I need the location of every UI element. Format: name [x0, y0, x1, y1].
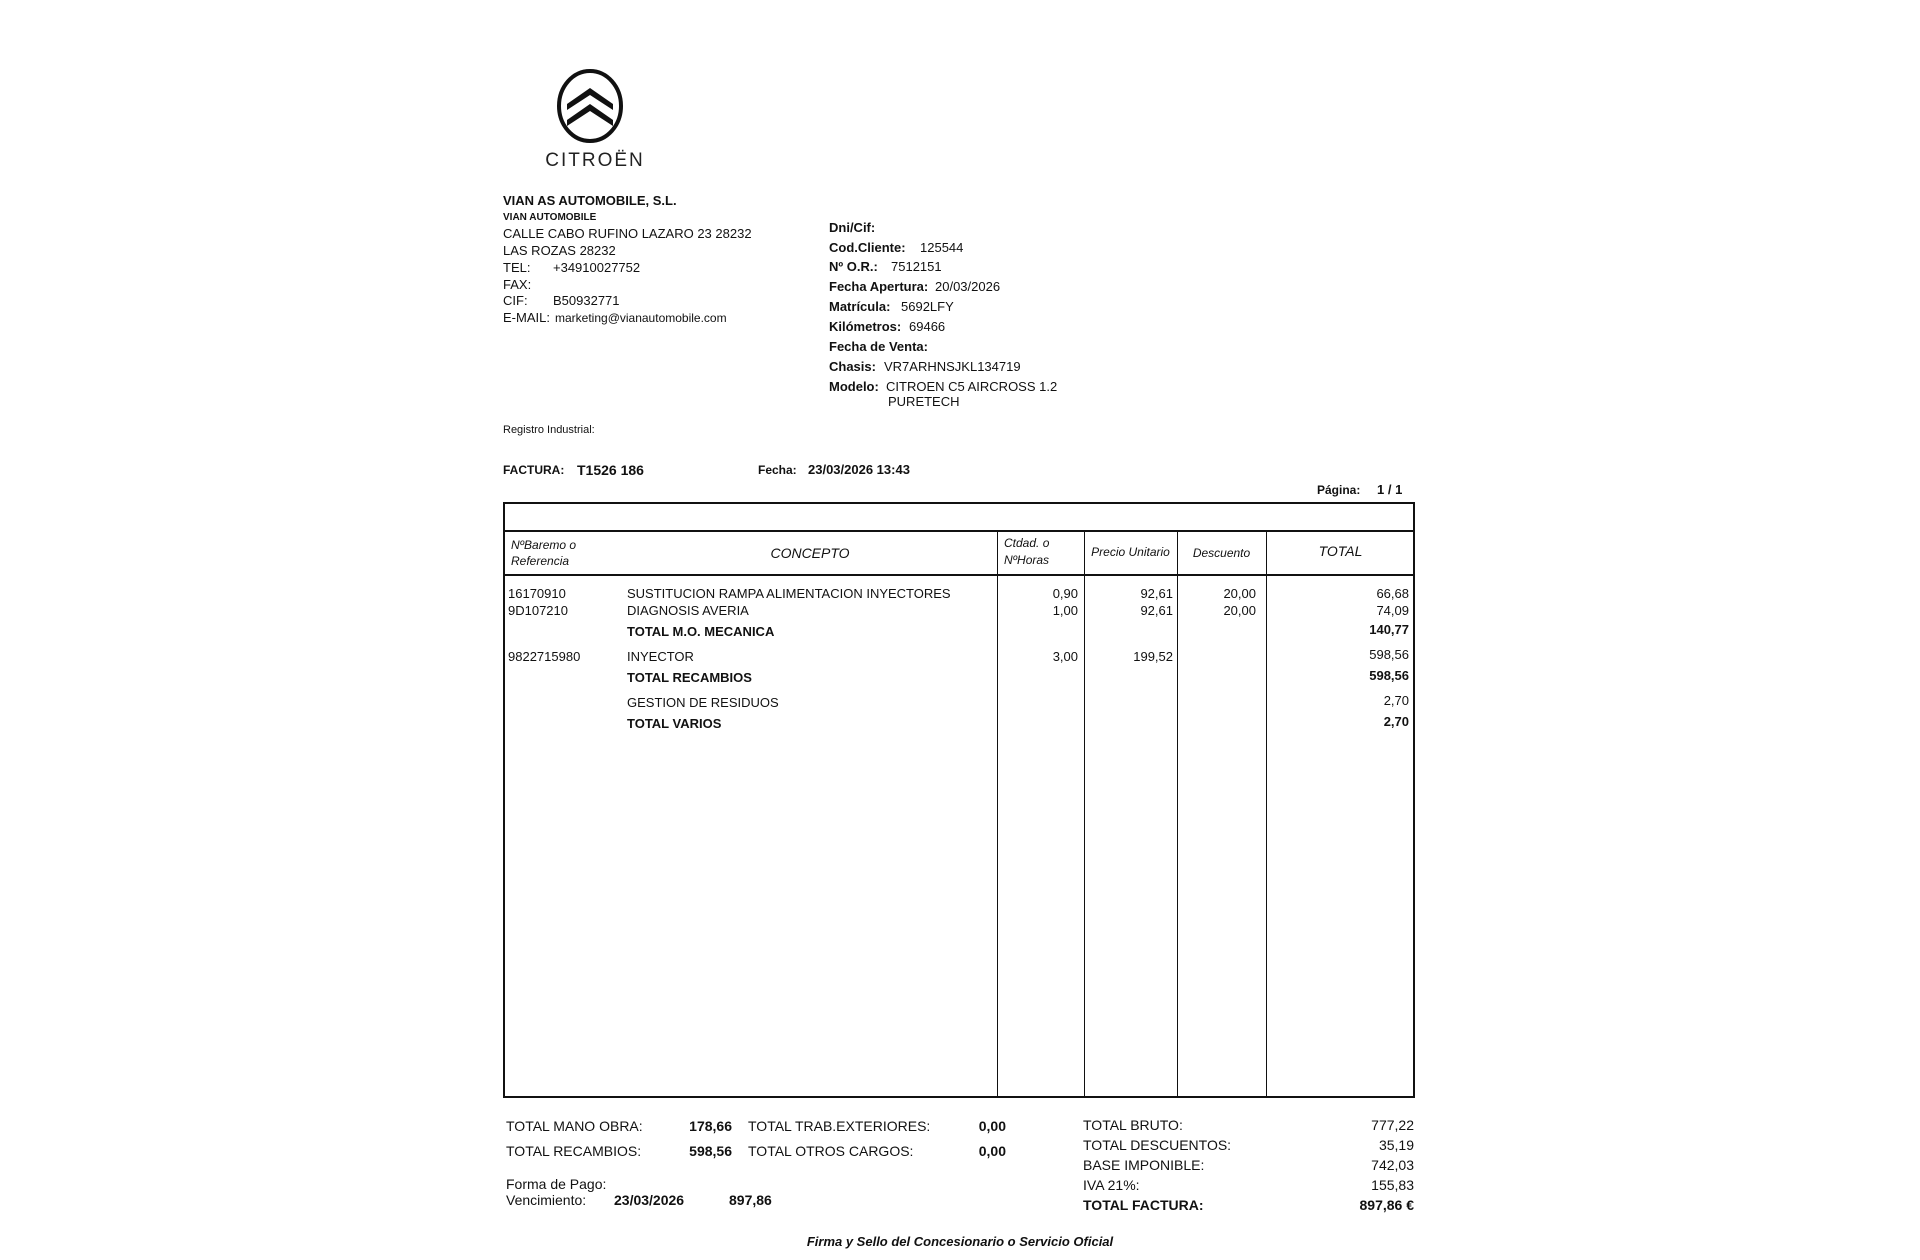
company-fax-label: FAX: — [503, 277, 532, 292]
row1-cant: 0,90 — [1052, 586, 1078, 601]
row1-ref: 16170910 — [508, 586, 566, 601]
subtotal-mo-label: TOTAL M.O. MECANICA — [627, 624, 775, 639]
table-top-divider — [503, 530, 1415, 532]
client-apertura: 20/03/2026 — [935, 279, 1001, 294]
brand-wordmark: CITROËN — [545, 150, 645, 171]
client-apertura-label: Fecha Apertura: — [829, 279, 929, 294]
summary-bruto: 777,22 — [1371, 1117, 1414, 1133]
pagina-label: Página: — [1317, 483, 1361, 497]
company-tel: +34910027752 — [553, 260, 641, 275]
company-subname: VIAN AUTOMOBILE — [503, 212, 597, 223]
row4-cant: 3,00 — [1052, 649, 1078, 664]
subtotal-varios-label: TOTAL VARIOS — [627, 716, 722, 731]
summary-iva: 155,83 — [1371, 1177, 1414, 1193]
summary-base: 742,03 — [1371, 1157, 1414, 1173]
client-venta-label: Fecha de Venta: — [829, 339, 928, 354]
forma-pago-label: Forma de Pago: — [506, 1176, 607, 1192]
row2-cant: 1,00 — [1052, 603, 1078, 618]
client-or-label: Nº O.R.: — [829, 259, 878, 274]
header-cant-line1: Ctdad. o — [1004, 536, 1050, 550]
summary-bruto-label: TOTAL BRUTO: — [1083, 1117, 1183, 1133]
client-chasis: VR7ARHNSJKL134719 — [884, 359, 1021, 374]
fecha-label: Fecha: — [758, 463, 797, 477]
pagina-value: 1 / 1 — [1377, 482, 1403, 497]
client-km-label: Kilómetros: — [829, 319, 902, 334]
header-precio: Precio Unitario — [1091, 545, 1170, 559]
row2-descuento: 20,00 — [1223, 603, 1256, 618]
header-concepto: CONCEPTO — [770, 545, 850, 561]
row4-ref: 9822715980 — [508, 649, 581, 664]
citroen-chevrons-icon — [555, 68, 625, 144]
summary-mano-obra: 178,66 — [689, 1118, 732, 1134]
client-cod-label: Cod.Cliente: — [829, 240, 906, 255]
factura-number: T1526 186 — [577, 462, 644, 478]
registro-industrial: Registro Industrial: — [503, 424, 595, 436]
header-total: TOTAL — [1318, 543, 1363, 559]
row1-total: 66,68 — [1376, 586, 1409, 601]
col-divider-4 — [1266, 530, 1267, 1098]
header-ref-line2: Referencia — [511, 554, 570, 568]
col-divider-1 — [997, 530, 998, 1098]
summary-base-label: BASE IMPONIBLE: — [1083, 1157, 1205, 1173]
col-divider-2 — [1084, 530, 1085, 1098]
row2-concepto: DIAGNOSIS AVERIA — [627, 603, 749, 618]
summary-total-label: TOTAL FACTURA: — [1083, 1197, 1204, 1213]
row1-precio: 92,61 — [1140, 586, 1173, 601]
company-address: CALLE CABO RUFINO LAZARO 23 28232 — [503, 226, 752, 241]
row2-total: 74,09 — [1376, 603, 1409, 618]
company-name: VIAN AS AUTOMOBILE, S.L. — [503, 193, 677, 208]
summary-otros: 0,00 — [978, 1143, 1006, 1159]
row1-descuento: 20,00 — [1223, 586, 1256, 601]
header-cant-line2: NºHoras — [1004, 553, 1050, 567]
client-modelo-line1: CITROEN C5 AIRCROSS 1.2 — [886, 379, 1058, 394]
table-header-divider — [503, 574, 1415, 576]
summary-mano-obra-label: TOTAL MANO OBRA: — [506, 1118, 643, 1134]
summary-descuentos-label: TOTAL DESCUENTOS: — [1083, 1137, 1232, 1153]
summary-total: 897,86 € — [1359, 1197, 1414, 1213]
subtotal-mo-total: 140,77 — [1369, 622, 1409, 637]
vencimiento-fecha: 23/03/2026 — [614, 1192, 685, 1208]
client-or: 7512151 — [891, 259, 942, 274]
row4-total: 598,56 — [1369, 647, 1409, 662]
subtotal-recambios-label: TOTAL RECAMBIOS — [627, 670, 752, 685]
client-dni-label: Dni/Cif: — [829, 220, 876, 235]
company-cif-label: CIF: — [503, 293, 528, 308]
summary-descuentos: 35,19 — [1378, 1137, 1414, 1153]
client-matricula: 5692LFY — [901, 299, 954, 314]
client-matricula-label: Matrícula: — [829, 299, 891, 314]
company-city: LAS ROZAS 28232 — [503, 243, 616, 258]
client-modelo-line2: PURETECH — [888, 394, 960, 409]
row6-concepto: GESTION DE RESIDUOS — [627, 695, 779, 710]
vencimiento-importe: 897,86 — [729, 1192, 772, 1208]
summary-trab-ext-label: TOTAL TRAB.EXTERIORES: — [748, 1118, 931, 1134]
vencimiento-label: Vencimiento: — [506, 1192, 587, 1208]
col-divider-3 — [1177, 530, 1178, 1098]
summary-recambios: 598,56 — [689, 1143, 732, 1159]
summary-otros-label: TOTAL OTROS CARGOS: — [748, 1143, 914, 1159]
company-email-label: E-MAIL: — [503, 310, 550, 325]
summary-trab-ext: 0,00 — [978, 1118, 1006, 1134]
footer-signature: Firma y Sello del Concesionario o Servicio Oficial — [806, 1234, 1114, 1249]
client-km: 69466 — [909, 319, 946, 334]
client-cod: 125544 — [920, 240, 964, 255]
subtotal-varios-total: 2,70 — [1383, 714, 1409, 729]
summary-iva-label: IVA 21%: — [1083, 1177, 1140, 1193]
factura-label: FACTURA: — [503, 463, 565, 477]
row2-ref: 9D107210 — [508, 603, 568, 618]
summary-recambios-label: TOTAL RECAMBIOS: — [506, 1143, 642, 1159]
client-chasis-label: Chasis: — [829, 359, 876, 374]
company-cif: B50932771 — [553, 293, 620, 308]
header-ref-line1: NºBaremo o — [511, 538, 577, 552]
fecha-value: 23/03/2026 13:43 — [808, 462, 910, 477]
row4-precio: 199,52 — [1133, 649, 1173, 664]
row1-concepto: SUSTITUCION RAMPA ALIMENTACION INYECTORES — [627, 586, 951, 601]
row4-concepto: INYECTOR — [627, 649, 694, 664]
company-tel-label: TEL: — [503, 260, 531, 275]
company-email: marketing@vianautomobile.com — [555, 311, 727, 325]
row2-precio: 92,61 — [1140, 603, 1173, 618]
header-descuento: Descuento — [1192, 546, 1251, 560]
row6-total: 2,70 — [1383, 693, 1409, 708]
subtotal-recambios-total: 598,56 — [1369, 668, 1409, 683]
client-modelo-label: Modelo: — [829, 379, 879, 394]
